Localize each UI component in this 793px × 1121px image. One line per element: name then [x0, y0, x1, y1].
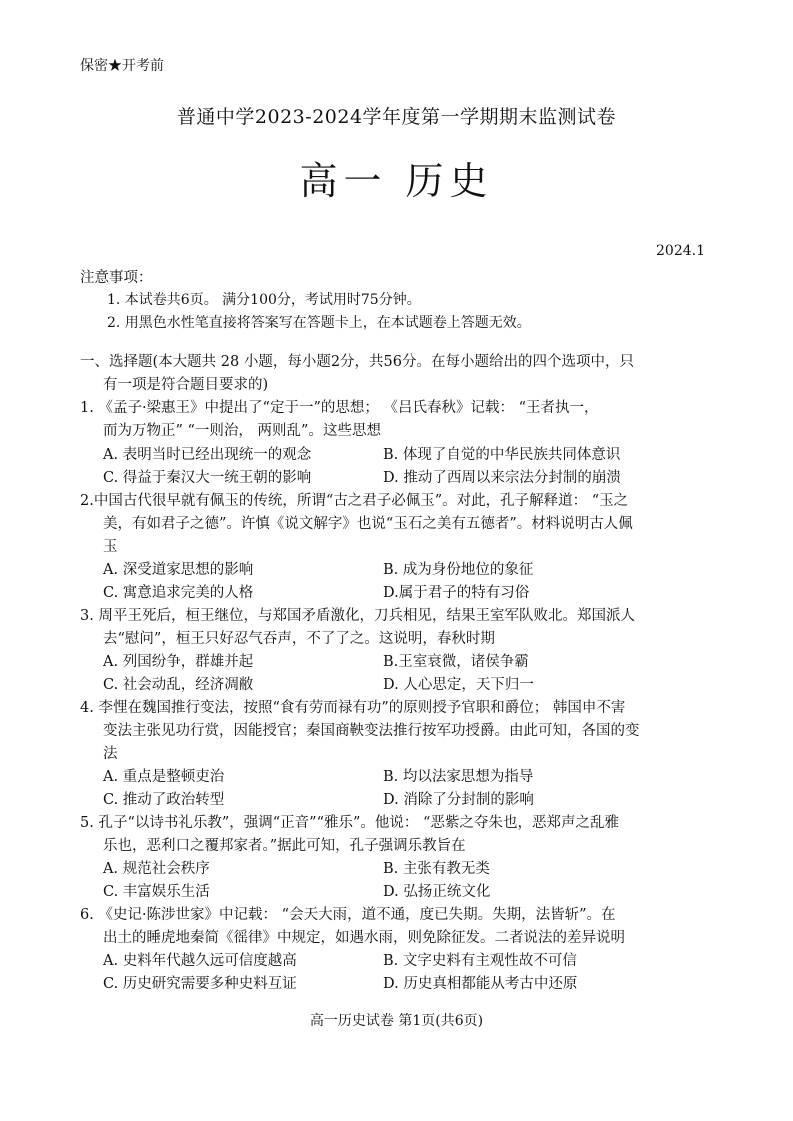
question-stem: 3. 周平王死后，桓王继位，与郑国矛盾激化，刀兵相见，结果王室军队败北。郑国派人: [80, 608, 635, 624]
question-stem: 乐也，恶利口之覆邦家者。”据此可知，孔子强调乐教旨在: [103, 838, 466, 854]
option-d: D. 推动了西周以来宗法分封制的崩溃: [383, 470, 621, 486]
option-a: A. 规范社会秩序: [103, 861, 210, 877]
question-stem: 去“慰问”，桓王只好忍气吞声，不了了之。这说明，春秋时期: [103, 631, 495, 647]
option-c: C. 社会动乱，经济凋敝: [103, 677, 254, 693]
option-b: B. 文字史料有主观性故不可信: [383, 953, 577, 969]
question-stem: 1. 《孟子·梁惠王》中提出了“定于一”的思想； 《吕氏春秋》记载： “王者执一，: [80, 400, 599, 416]
question-stem: 4. 李悝在魏国推行变法，按照“食有劳而禄有功”的原则授予官职和爵位； 韩国申不害: [80, 700, 626, 716]
option-c: C. 得益于秦汉大一统王朝的影响: [103, 470, 312, 486]
page-footer: 高一历史试卷 第1页(共6页): [309, 1013, 484, 1029]
option-d: D.属于君子的特有习俗: [383, 585, 530, 601]
question-stem: 5. 孔子“以诗书礼乐教”，强调“正音”“雅乐”。他说： “恶紫之夺朱也，恶郑声之乱雅: [80, 815, 619, 831]
section-heading: 一、选择题(本大题共 28 小题，每小题2分，共56分。在每小题给出的四个选项中，只: [80, 354, 634, 370]
question-stem: 美，有如君子之德”。许慎《说文解字》也说“玉石之美有五德者”。材料说明古人佩: [103, 516, 633, 532]
question-stem: 玉: [103, 539, 118, 555]
option-d: D. 历史真相都能从考古中还原: [383, 976, 578, 992]
option-b: B. 主张有教无类: [383, 861, 490, 877]
question-stem: 出土的睡虎地秦简《徭律》中规定，如遇水雨，则免除征发。二者说法的差异说明: [103, 930, 625, 946]
option-a: A. 深受道家思想的影响: [103, 562, 254, 578]
exam-title: 普通中学2023-2024学年度第一学期期末监测试卷: [176, 106, 617, 128]
option-c: C. 推动了政治转型: [103, 792, 225, 808]
option-d: D. 弘扬正统文化: [383, 884, 491, 900]
exam-date: 2024.1: [656, 243, 705, 259]
question-stem: 变法主张见功行赏，因能授官；秦国商鞅变法推行按军功授爵。由此可知，各国的变: [103, 723, 640, 739]
option-d: D. 人心思定，天下归一: [383, 677, 534, 693]
option-c: C. 丰富娱乐生活: [103, 884, 210, 900]
question-stem: 法: [103, 746, 118, 762]
option-b: B. 均以法家思想为指导: [383, 769, 534, 785]
question-stem: 6. 《史记·陈涉世家》中记载： “会天大雨，道不通，度已失期。失期，法皆斩”。在: [80, 907, 616, 923]
option-a: A. 列国纷争，群雄并起: [103, 654, 254, 670]
notice-item: 1. 本试卷共6页。 满分100分，考试用时75分钟。: [107, 292, 421, 308]
option-c: C. 历史研究需要多种史料互证: [103, 976, 297, 992]
option-a: A. 表明当时已经出现统一的观念: [103, 447, 312, 463]
notice-item: 2. 用黑色水性笔直接将答案写在答题卡上，在本试题卷上答题无效。: [107, 315, 531, 331]
option-a: A. 重点是整顿吏治: [103, 769, 225, 785]
section-heading-cont: 有一项是符合题目要求的): [103, 377, 269, 393]
confidential-mark: 保密★开考前: [80, 58, 164, 74]
option-a: A. 史料年代越久远可信度越高: [103, 953, 297, 969]
option-d: D. 消除了分封制的影响: [383, 792, 534, 808]
question-stem: 2.中国古代很早就有佩玉的传统，所谓“古之君子必佩玉”。对此，孔子解释道： “玉之: [80, 493, 629, 509]
subject-title: 高一 历史: [299, 159, 494, 203]
question-stem: 而为万物正” “一则治， 两则乱”。这些思想: [103, 423, 381, 439]
option-b: B. 成为身份地位的象征: [383, 562, 534, 578]
option-c: C. 寓意追求完美的人格: [103, 585, 254, 601]
option-b: B.王室衰微，诸侯争霸: [383, 654, 529, 670]
option-b: B. 体现了自觉的中华民族共同体意识: [383, 447, 621, 463]
notice-heading: 注意事项：: [80, 270, 153, 286]
